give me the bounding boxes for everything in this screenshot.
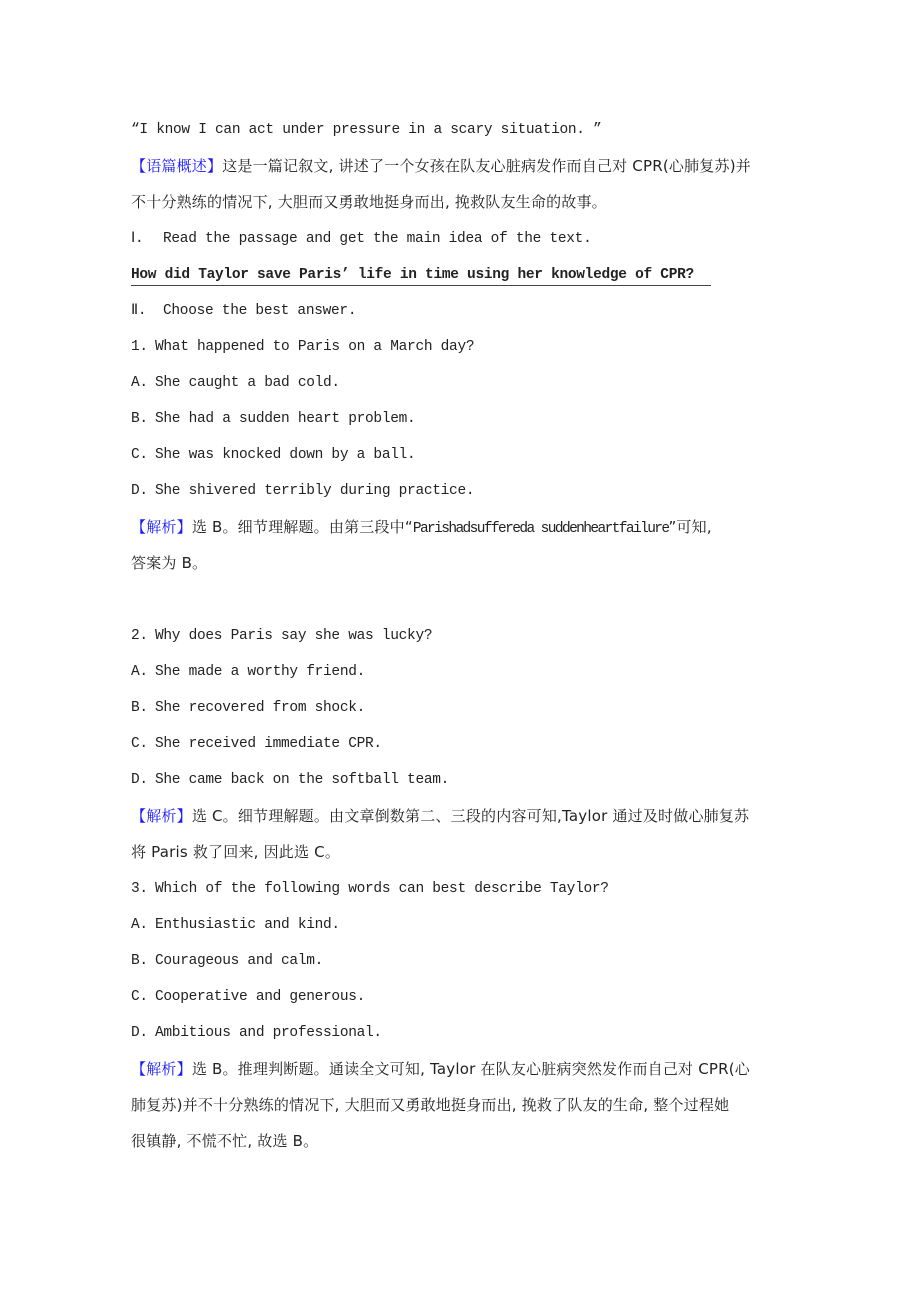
option-text: She caught a bad cold. (155, 375, 340, 391)
option-text: Cooperative and generous. (155, 989, 366, 1005)
q3-analysis-line-2 (131, 1095, 729, 1115)
section-2-numeral: Ⅱ. (131, 303, 147, 319)
q1-option-a (131, 373, 340, 393)
option-label: B. (131, 411, 148, 427)
section-1-heading (131, 229, 591, 249)
option-label: D. (131, 483, 148, 499)
option-label: C. (131, 989, 148, 1005)
section-1-numeral: Ⅰ. (131, 231, 144, 247)
analysis-text: 肺复苏)并不十分熟练的情况下, 大胆而又勇敢地挺身而出, 挽救了队友的生命, 整个过程她 (131, 1096, 730, 1114)
analysis-tag: 【解析】 (131, 518, 192, 536)
option-text: She had a sudden heart problem. (155, 411, 416, 427)
option-text: She was knocked down by a ball. (155, 447, 416, 463)
section-1-instruction: Read the passage and get the main idea of the text. (163, 231, 592, 247)
analysis-text: 很镇静, 不慌不忙, 故选 B。 (131, 1132, 319, 1150)
q2-analysis-line-2 (131, 842, 340, 862)
q3-option-c (131, 987, 365, 1007)
q2-option-b (131, 698, 365, 718)
q1-option-c (131, 445, 415, 465)
option-label: B. (131, 700, 148, 716)
analysis-text: 选 B。细节理解题。由第三段中“ (191, 518, 413, 536)
analysis-tag: 【解析】 (131, 1060, 192, 1078)
q1-option-d (131, 481, 474, 501)
section-1-answer (131, 265, 711, 286)
question-text: Which of the following words can best describe Taylor? (155, 881, 609, 897)
summary-text-1: 这是一篇记叙文, 讲述了一个女孩在队友心脏病发作而自己对 CPR(心肺复苏)并 (222, 157, 751, 175)
option-label: C. (131, 736, 148, 752)
quote-line (131, 120, 601, 140)
option-text: Enthusiastic and kind. (155, 917, 340, 933)
section-2-heading (131, 301, 356, 321)
q1-analysis-line-2 (131, 553, 207, 573)
q3-analysis-line-3 (131, 1131, 318, 1151)
option-text: She recovered from shock. (155, 700, 366, 716)
question-text: Why does Paris say she was lucky? (155, 628, 433, 644)
q3-analysis-line-1 (131, 1059, 750, 1079)
question-number: 1. (131, 339, 148, 355)
q2-option-d (131, 770, 449, 790)
summary-text-2: 不十分熟练的情况下, 大胆而又勇敢地挺身而出, 挽救队友生命的故事。 (131, 193, 607, 211)
option-label: D. (131, 1025, 148, 1041)
option-text: She received immediate CPR. (155, 736, 382, 752)
summary-tag: 【语篇概述】 (131, 157, 223, 175)
question-2 (131, 626, 432, 646)
option-text: She came back on the softball team. (155, 772, 450, 788)
analysis-text: 将 Paris 救了回来, 因此选 C。 (131, 843, 341, 861)
option-label: A. (131, 375, 148, 391)
option-text: She made a worthy friend. (155, 664, 366, 680)
analysis-text: ”可知, (668, 518, 712, 536)
option-label: A. (131, 664, 148, 680)
option-label: B. (131, 953, 148, 969)
q3-option-b (131, 951, 323, 971)
question-number: 2. (131, 628, 148, 644)
main-idea-answer: How did Taylor save Paris’ life in time using her knowledge of CPR? (131, 266, 711, 286)
analysis-text: 答案为 B。 (131, 554, 208, 572)
analysis-text: 选 C。细节理解题。由文章倒数第二、三段的内容可知,Taylor 通过及时做心肺复苏 (191, 807, 750, 825)
option-text: She shivered terribly during practice. (155, 483, 475, 499)
q3-option-a (131, 915, 340, 935)
question-number: 3. (131, 881, 148, 897)
analysis-text: 选 B。推理判断题。通读全文可知, Taylor 在队友心脏病突然发作而自己对 CPR(心 (191, 1060, 750, 1078)
option-label: D. (131, 772, 148, 788)
question-text: What happened to Paris on a March day? (155, 339, 475, 355)
analysis-tag: 【解析】 (131, 807, 192, 825)
q2-option-c (131, 734, 382, 754)
question-3 (131, 879, 609, 899)
q1-analysis-line-1 (131, 517, 712, 539)
analysis-quote: Parishadsuffereda suddenheartfailure (412, 521, 669, 537)
q1-option-b (131, 409, 415, 429)
question-1 (131, 337, 474, 357)
q2-analysis-line-1 (131, 806, 749, 826)
option-text: Ambitious and professional. (155, 1025, 382, 1041)
summary-line-1 (131, 156, 751, 176)
q3-option-d (131, 1023, 382, 1043)
option-label: C. (131, 447, 148, 463)
q2-option-a (131, 662, 365, 682)
option-label: A. (131, 917, 148, 933)
summary-line-2 (131, 192, 607, 212)
quote-text: “I know I can act under pressure in a scary situation. ” (131, 122, 602, 138)
section-2-instruction: Choose the best answer. (163, 303, 357, 319)
option-text: Courageous and calm. (155, 953, 324, 969)
